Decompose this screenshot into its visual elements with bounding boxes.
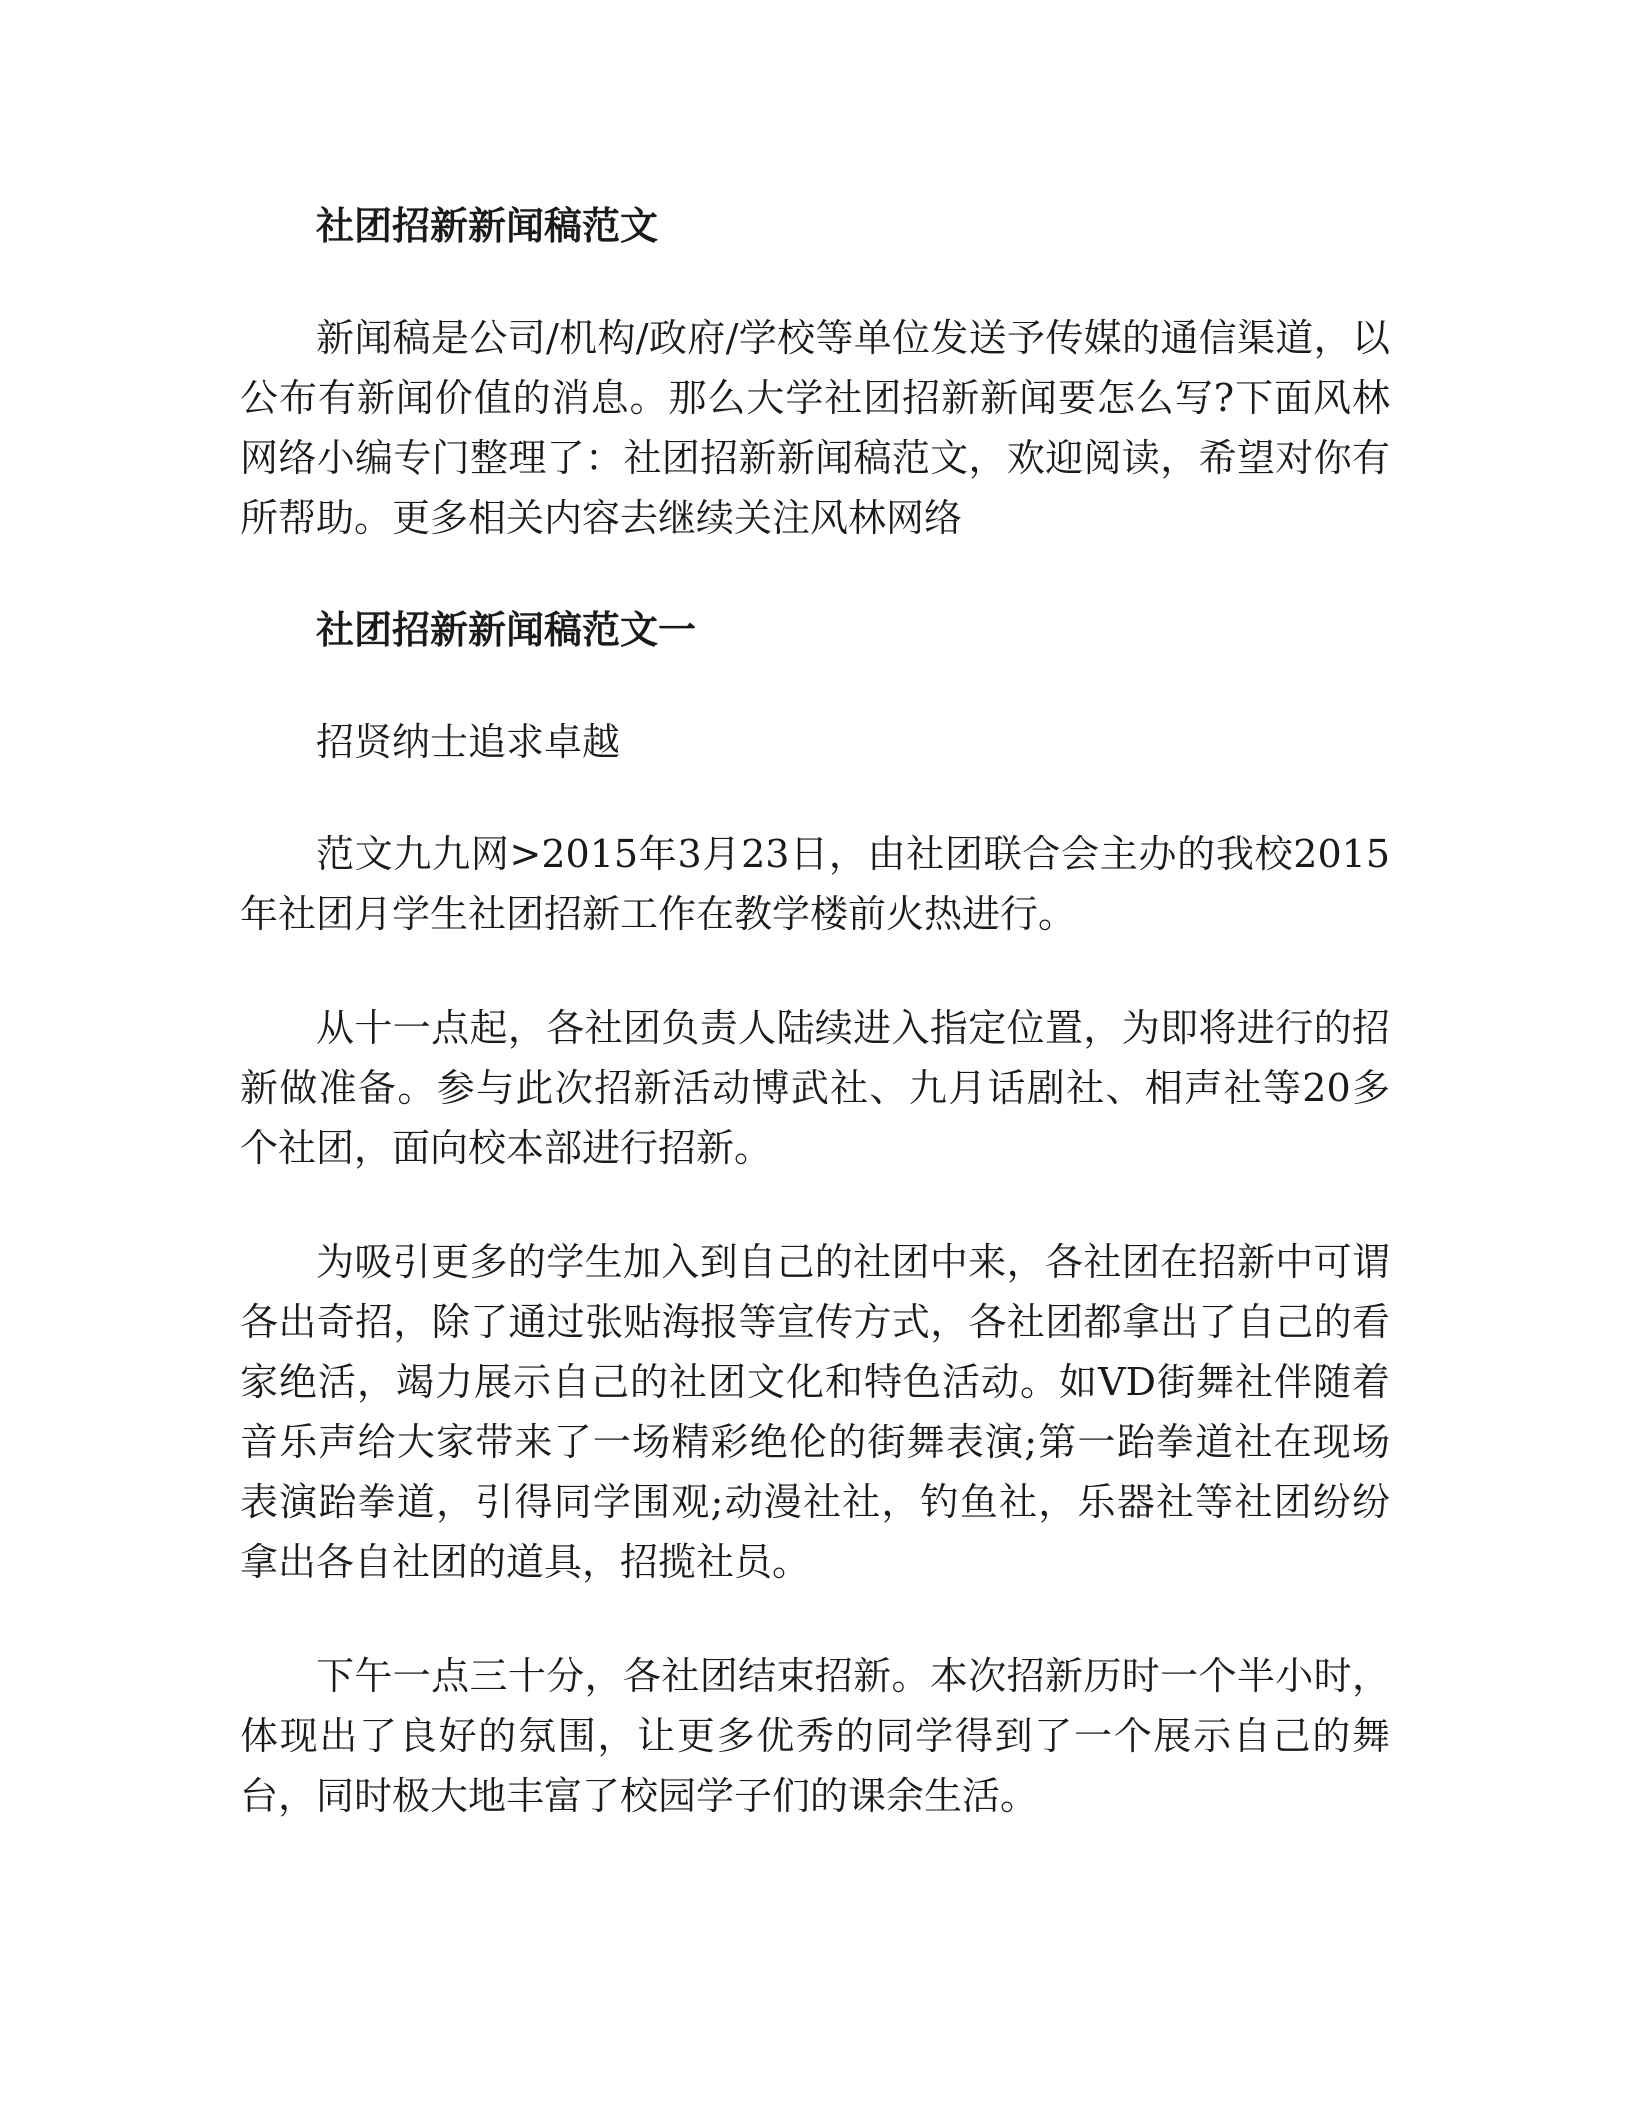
body-paragraph: 为吸引更多的学生加入到自己的社团中来，各社团在招新中可谓各出奇招，除了通过张贴海报等宣传方式，各社团都拿出了自己的看家绝活，竭力展示自己的社团文化和特色活动。如VD街舞社伴随着音乐声给大家带来了一场精彩绝伦的街舞表演;第一跆拳道社在现场表演跆拳道，引得同学围观;动漫社社，钓鱼社，乐器社等社团纷纷拿出各自社团的道具，招揽社员。 bbox=[240, 1240, 1390, 1584]
section-heading: 社团招新新闻稿范文一 bbox=[316, 607, 697, 652]
subtitle: 招贤纳士追求卓越 bbox=[316, 720, 621, 764]
body-paragraph: 下午一点三十分，各社团结束招新。本次招新历时一个半小时，体现出了良好的氛围，让更多优秀的同学得到了一个展示自己的舞台，同时极大地丰富了校园学子们的课余生活。 bbox=[240, 1654, 1390, 1818]
intro-paragraph: 新闻稿是公司/机构/政府/学校等单位发送予传媒的通信渠道，以公布有新闻价值的消息。那么大学社团招新新闻要怎么写?下面风林网络小编专门整理了：社团招新新闻稿范文，欢迎阅读，希望对你有所帮助。更多相关内容去继续关注风林网络 bbox=[240, 316, 1390, 540]
document-title: 社团招新新闻稿范文 bbox=[316, 203, 659, 248]
body-paragraph: 范文九九网>2015年3月23日，由社团联合会主办的我校2015年社团月学生社团招新工作在教学楼前火热进行。 bbox=[240, 832, 1390, 936]
body-paragraph: 从十一点起，各社团负责人陆续进入指定位置，为即将进行的招新做准备。参与此次招新活动博武社、九月话剧社、相声社等20多个社团，面向校本部进行招新。 bbox=[240, 1006, 1390, 1170]
document-body bbox=[240, 196, 1390, 1826]
